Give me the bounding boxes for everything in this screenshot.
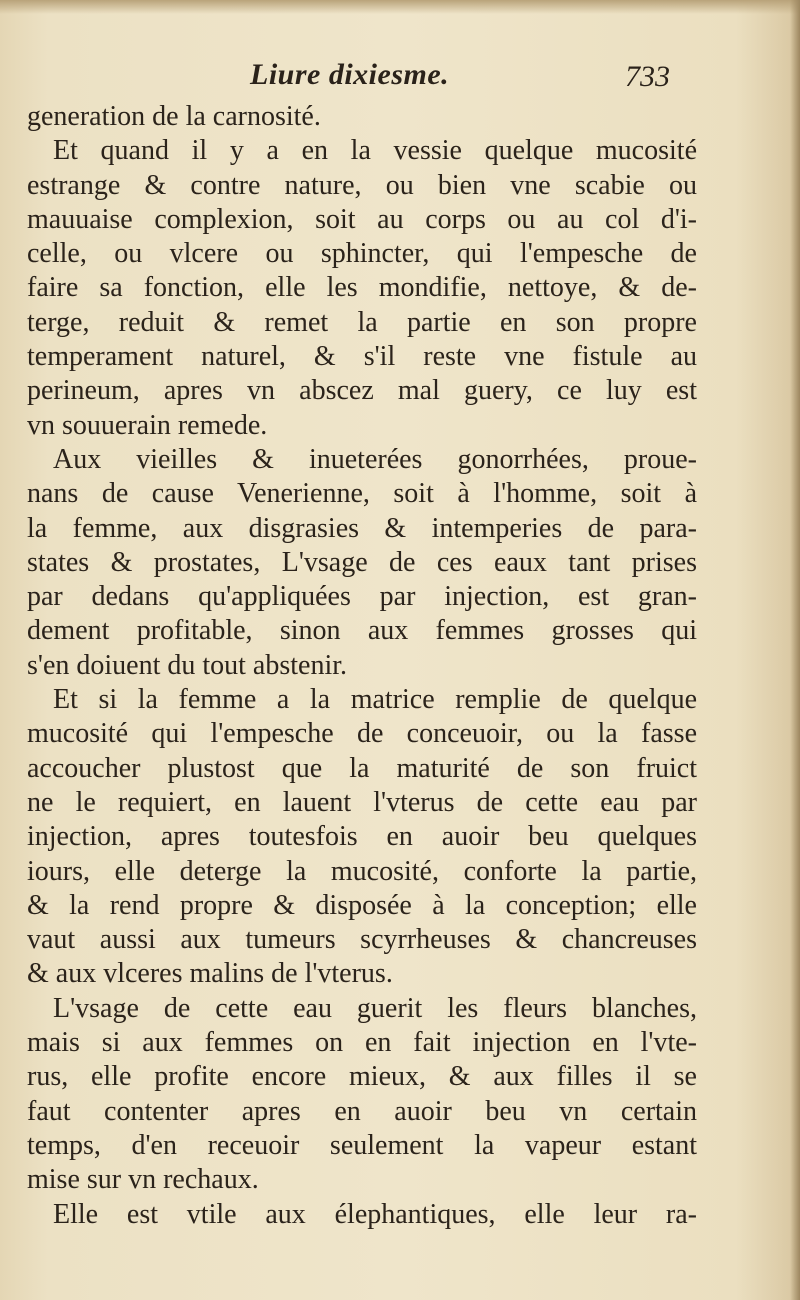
text-line: vaut aussi aux tumeurs scyrrheuses & chancreuses bbox=[27, 924, 697, 956]
text-line: ne le requiert, en lauent l'vterus de cette eau par bbox=[27, 786, 697, 818]
text-line: L'vsage de cette eau guerit les fleurs blanches, bbox=[53, 992, 697, 1024]
text-line: mauuaise complexion, soit au corps ou au col d'i- bbox=[27, 203, 697, 235]
text-line: Aux vieilles & inueterées gonorrhées, proue- bbox=[53, 443, 697, 475]
text-line: dement profitable, sinon aux femmes grosses qui bbox=[27, 615, 697, 647]
text-line: estrange & contre nature, ou bien vne scabie ou bbox=[27, 169, 697, 201]
text-line: par dedans qu'appliquées par injection, est gran- bbox=[27, 581, 697, 613]
text-line: rus, elle profite encore mieux, & aux filles il se bbox=[27, 1061, 697, 1093]
text-line: mucosité qui l'empesche de conceuoir, ou la fasse bbox=[27, 718, 697, 750]
text-line: states & prostates, L'vsage de ces eaux tant prises bbox=[27, 546, 697, 578]
body-text bbox=[27, 100, 697, 1232]
text-line: temps, d'en receuoir seulement la vapeur estant bbox=[27, 1129, 697, 1161]
text-line: Et si la femme a la matrice remplie de quelque bbox=[53, 684, 697, 716]
text-line: nans de cause Venerienne, soit à l'homme, soit à bbox=[27, 478, 697, 510]
text-line: mise sur vn rechaux. bbox=[27, 1164, 259, 1196]
text-line: celle, ou vlcere ou sphincter, qui l'empesche de bbox=[27, 238, 697, 270]
text-line: s'en doiuent du tout abstenir. bbox=[27, 649, 348, 681]
text-line: faut contenter apres en auoir beu vn certain bbox=[27, 1095, 697, 1127]
text-line: la femme, aux disgrasies & intemperies de para- bbox=[27, 512, 697, 544]
text-line: iours, elle deterge la mucosité, conforte la partie, bbox=[27, 855, 697, 887]
text-line: faire sa fonction, elle les mondifie, nettoye, & de- bbox=[27, 272, 697, 304]
text-line: & aux vlceres malins de l'vterus. bbox=[27, 958, 393, 990]
text-line: Et quand il y a en la vessie quelque mucosité bbox=[53, 135, 697, 167]
text-line: Elle est vtile aux élephantiques, elle leur ra- bbox=[53, 1198, 697, 1230]
text-line: terge, reduit & remet la partie en son propre bbox=[27, 306, 697, 338]
page-header bbox=[0, 52, 800, 92]
running-title: Liure dixiesme. bbox=[250, 58, 450, 91]
text-line: accoucher plustost que la maturité de son fruict bbox=[27, 752, 697, 784]
text-line: generation de la carnosité. bbox=[27, 101, 321, 132]
text-line: temperament naturel, & s'il reste vne fistule au bbox=[27, 341, 697, 373]
text-line: vn souuerain remede. bbox=[27, 409, 268, 441]
text-line: & la rend propre & disposée à la conception; elle bbox=[27, 889, 697, 921]
text-line: mais si aux femmes on en fait injection en l'vte- bbox=[27, 1027, 697, 1059]
text-line: injection, apres toutesfois en auoir beu quelques bbox=[27, 821, 697, 853]
page-number: 733 bbox=[625, 60, 670, 93]
text-line: perineum, apres vn abscez mal guery, ce luy est bbox=[27, 375, 697, 407]
